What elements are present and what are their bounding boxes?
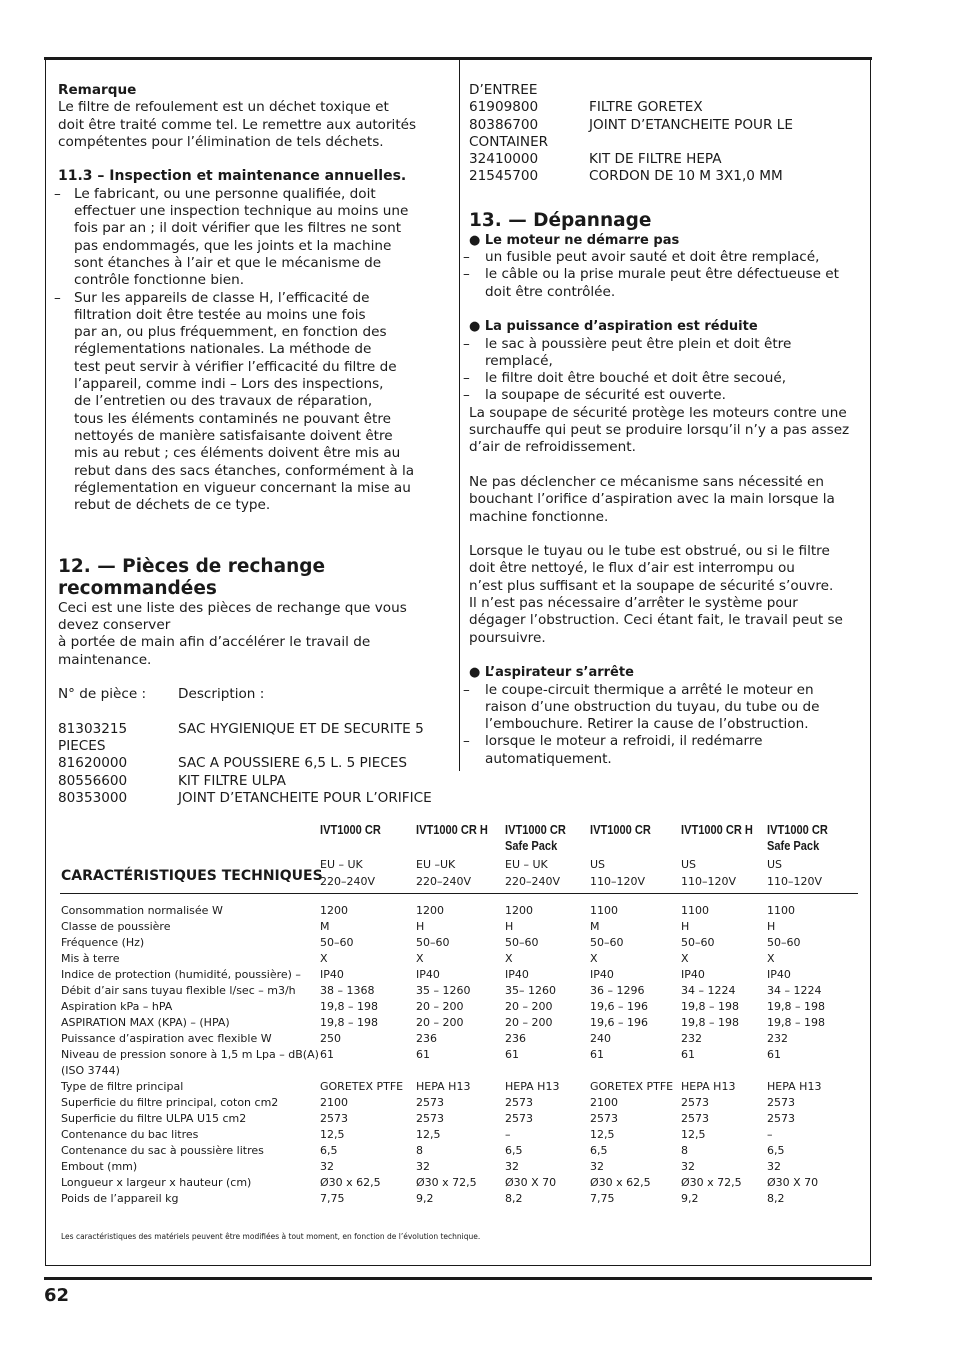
list-item	[469, 266, 865, 301]
section-13-title: 13. — Dépannage	[469, 209, 652, 231]
list-item-line: – la soupape de sécurité est ouverte.	[485, 387, 726, 404]
part-description: KIT FILTRE ULPA	[178, 772, 286, 789]
tech-value: 2573	[767, 1112, 795, 1125]
part-row	[469, 151, 865, 168]
list-item-line: – le câble ou la prise murale peut être défectueuse et	[485, 266, 839, 283]
tech-value: 7,75	[320, 1192, 345, 1205]
tech-column-region	[590, 857, 645, 890]
tech-label: Poids de l’appareil kg	[61, 1192, 179, 1205]
list-item-line: tous les éléments contaminés ne pouvant être	[74, 410, 391, 427]
tech-value: 2100	[590, 1096, 618, 1109]
tech-value: 34 – 1224	[767, 984, 822, 997]
remarque-body	[58, 99, 454, 151]
tech-label: Contenance du sac à poussière litres	[61, 1144, 264, 1157]
list-item-line: – le sac à poussière peut être plein et doit être	[485, 335, 792, 352]
part-number: PIECES	[58, 738, 106, 755]
section-12-body	[58, 600, 454, 669]
part-row	[469, 117, 865, 134]
part-number: 80556600	[58, 772, 128, 789]
paragraph-line: dégager l’obstruction. Ceci étant fait, le travail peut se	[469, 612, 843, 629]
part-number: 61909800	[469, 99, 539, 116]
tech-column-region	[416, 857, 471, 890]
tech-value: X	[505, 952, 513, 965]
tech-value-column	[590, 903, 680, 1207]
tech-label: Type de filtre principal	[61, 1080, 184, 1093]
obstruction-paragraph	[469, 543, 865, 647]
tech-label: Superficie du filtre ULPA U15 cm2	[61, 1112, 247, 1125]
parts-header	[58, 686, 454, 703]
part-row	[58, 721, 454, 738]
tech-value: 8,2	[767, 1192, 785, 1205]
tech-value: Ø30 x 62,5	[590, 1176, 651, 1189]
part-number: CONTAINER	[469, 133, 549, 150]
list-item-line: réglementation en vigueur concernant la mise au	[74, 479, 411, 496]
part-description	[589, 134, 865, 151]
tech-label: Fréquence (Hz)	[61, 936, 145, 949]
tech-value: 19,8 – 198	[681, 1000, 739, 1013]
tech-column-head	[505, 822, 566, 854]
tech-value: IP40	[505, 968, 529, 981]
tech-value: 2100	[320, 1096, 348, 1109]
paragraph-line: machine fonctionne.	[469, 508, 609, 525]
part-row	[469, 82, 865, 99]
list-item	[469, 682, 865, 734]
tech-column-head-line	[590, 838, 651, 854]
list-item-line: effectuer une inspection technique au moins une	[74, 203, 409, 220]
tech-value: 50–60	[320, 936, 354, 949]
tech-value: 20 – 200	[416, 1000, 464, 1013]
tech-column-head-line	[320, 838, 381, 854]
column-divider	[459, 60, 460, 771]
paragraph-line: La soupape de sécurité protège les moteurs contre une	[469, 404, 847, 421]
tech-label: Puissance d’aspiration avec flexible W	[61, 1032, 272, 1045]
part-row	[58, 738, 454, 755]
list-item-line: automatiquement.	[485, 750, 612, 767]
part-row	[58, 773, 454, 790]
tech-label: Contenance du bac litres	[61, 1128, 199, 1141]
tech-value: 236	[505, 1032, 526, 1045]
motor-not-starting-list	[469, 249, 865, 301]
tech-value-column	[416, 903, 506, 1207]
tech-value	[767, 1063, 857, 1079]
tech-value: Ø30 x 72,5	[416, 1176, 477, 1189]
tech-value: 236	[416, 1032, 437, 1045]
list-item-line: de l’entretien ou des travaux de réparation,	[74, 393, 373, 410]
part-number: D’ENTREE	[469, 82, 538, 98]
part-row	[469, 99, 865, 116]
tech-column-region	[767, 857, 822, 890]
tech-column-region-line: 220–240V	[320, 874, 376, 888]
paragraph-line: Lorsque le tuyau ou le tube est obstrué, ou si le filtre	[469, 543, 830, 560]
tech-column-region-line: US	[767, 858, 783, 871]
tech-label: Embout (mm)	[61, 1160, 138, 1173]
tech-column-head	[320, 822, 381, 854]
tech-value: 20 – 200	[505, 1016, 553, 1029]
tech-value: 6,5	[590, 1144, 608, 1157]
tech-label: Indice de protection (humidité, poussière) –	[61, 968, 301, 981]
tech-value: 7,75	[590, 1192, 615, 1205]
parts-list-continued	[469, 82, 865, 186]
tech-column-region	[320, 857, 375, 890]
tech-value: 19,8 – 198	[320, 1000, 378, 1013]
tech-value: 50–60	[681, 936, 715, 949]
tech-value: HEPA H13	[505, 1080, 560, 1093]
tech-column-head-line: IVT1000 CR H	[416, 822, 488, 837]
tech-column-head	[767, 822, 828, 854]
warning-paragraph	[469, 474, 865, 526]
part-description	[178, 738, 454, 755]
tech-value: 9,2	[416, 1192, 434, 1205]
parts-header-number: N° de pièce :	[58, 686, 147, 703]
paragraph-line: d’air de refroidissement.	[469, 439, 636, 456]
paragraph-line: poursuivre.	[469, 629, 546, 646]
tech-value: H	[681, 920, 690, 933]
tech-value: 2573	[767, 1096, 795, 1109]
tech-value: 1100	[767, 904, 795, 917]
part-number: 80386700	[469, 116, 539, 133]
part-description: SAC HYGIENIQUE ET DE SECURITE 5	[178, 720, 424, 737]
paragraph-line: n’est plus suffisant et la soupape de sécurité s’ouvre.	[469, 577, 834, 594]
tech-column-region-line: 220–240V	[505, 874, 561, 888]
tech-value: 12,5	[590, 1128, 615, 1141]
tech-value: 2573	[416, 1112, 444, 1125]
tech-value: 61	[767, 1048, 781, 1061]
list-item	[58, 186, 454, 290]
tech-value: 19,6 – 196	[590, 1000, 648, 1013]
tech-label: Classe de poussière	[61, 920, 171, 933]
tech-value	[681, 1063, 771, 1079]
tech-title: CARACTÉRISTIQUES TECHNIQUES	[61, 868, 323, 884]
section-12-line: à portée de main afin d’accélérer le travail de	[58, 634, 371, 651]
section-12-title: 12. — Pièces de rechange recommandées	[58, 555, 326, 599]
safety-valve-paragraph	[469, 405, 865, 457]
tech-value: 20 – 200	[505, 1000, 553, 1013]
tech-value: 8,2	[505, 1192, 523, 1205]
tech-column-head-line: IVT1000 CR	[320, 822, 381, 837]
part-description: KIT DE FILTRE HEPA	[589, 151, 722, 168]
tech-header-rule	[60, 893, 858, 894]
paragraph-line: surchauffe qui peut se produire lorsqu’il n’y a pas assez	[469, 422, 850, 439]
tech-value: 50–60	[767, 936, 801, 949]
tech-label: Longueur x largeur x hauteur (cm)	[61, 1176, 252, 1189]
tech-value: 32	[767, 1160, 781, 1173]
bullet-vacuum-stops: ● L’aspirateur s’arrête	[469, 665, 634, 681]
list-item-line: sont étanches à l’air et que le mécanisme de	[74, 254, 382, 271]
section-12-line: maintenance.	[58, 651, 152, 668]
tech-value: 19,8 – 198	[681, 1016, 739, 1029]
tech-label: Mis à terre	[61, 952, 120, 965]
tech-value: 2573	[681, 1096, 709, 1109]
tech-column-region-line: EU –UK	[416, 858, 456, 871]
remarque-title: Remarque	[58, 82, 137, 98]
tech-value: 50–60	[505, 936, 539, 949]
tech-value: 34 – 1224	[681, 984, 736, 997]
paragraph-line: Ne pas déclencher ce mécanisme sans nécessité en	[469, 473, 824, 490]
tech-value: X	[320, 952, 328, 965]
part-description: FILTRE GORETEX	[589, 99, 703, 116]
bottom-rule	[44, 1277, 872, 1280]
tech-value: –	[767, 1128, 773, 1141]
paragraph-line: doit être nettoyé, le flux d’air est interrompu ou	[469, 560, 795, 577]
tech-value: 250	[320, 1032, 341, 1045]
tech-value-column	[320, 903, 410, 1207]
list-item-line: rebut de déchets de ce type.	[74, 497, 271, 514]
tech-value: 19,8 – 198	[767, 1000, 825, 1013]
tech-column-head-line	[416, 838, 488, 854]
tech-column-region-line: EU – UK	[505, 858, 548, 871]
tech-value: 2573	[590, 1112, 618, 1125]
tech-value: 240	[590, 1032, 611, 1045]
tech-value: Ø30 x 62,5	[320, 1176, 381, 1189]
tech-value: GORETEX PTFE	[320, 1080, 404, 1093]
tech-column-head	[590, 822, 651, 854]
list-item-line: – le filtre doit être bouché et doit être secoué,	[485, 370, 787, 387]
tech-value	[590, 1063, 680, 1079]
list-item-line: – lorsque le moteur a refroidi, il redémarre	[485, 733, 763, 750]
tech-value: 50–60	[590, 936, 624, 949]
tech-value: 50–60	[416, 936, 450, 949]
list-item-line: l’embouchure. Retirer la cause de l’obstruction.	[485, 716, 809, 733]
tech-value-column	[681, 903, 771, 1207]
tech-column-region	[681, 857, 736, 890]
list-item-line: – Sur les appareils de classe H, l’efficacité de	[74, 289, 370, 306]
list-item	[58, 290, 454, 515]
list-item	[469, 733, 865, 768]
tech-label: Consommation normalisée W	[61, 904, 223, 917]
tech-value: IP40	[681, 968, 705, 981]
tech-value-column	[767, 903, 857, 1207]
tech-value: H	[505, 920, 514, 933]
tech-column-head	[416, 822, 488, 854]
tech-value: 6,5	[505, 1144, 523, 1157]
part-description	[589, 82, 865, 99]
tech-value: GORETEX PTFE	[590, 1080, 674, 1093]
section-12-line: Ceci est une liste des pièces de rechange que vous	[58, 599, 407, 616]
tech-value: 32	[416, 1160, 430, 1173]
list-item-line: doit être contrôlée.	[485, 283, 616, 300]
tech-value: Ø30 X 70	[505, 1176, 557, 1189]
list-item	[469, 249, 865, 266]
tech-column-head-line: IVT1000 CR	[767, 822, 828, 837]
tech-value: 12,5	[320, 1128, 345, 1141]
tech-value: 35– 1260	[505, 984, 556, 997]
tech-value: 61	[681, 1048, 695, 1061]
tech-label: Débit d’air sans tuyau flexible l/sec – m3/h	[61, 984, 296, 997]
remarque-line: compétentes pour l’élimination de tels déchets.	[58, 133, 384, 150]
list-item-line: – Le fabricant, ou une personne qualifiée, doit	[74, 185, 376, 202]
remarque-line: doit être traité comme tel. Le remettre aux autorités	[58, 116, 417, 133]
tech-value: 35 – 1260	[416, 984, 471, 997]
list-item-line: pas endommagés, que les joints et la machine	[74, 237, 392, 254]
part-row	[469, 168, 865, 185]
right-column	[469, 82, 865, 768]
section-12-line: devez conserver	[58, 617, 171, 634]
tech-footnote: Les caractéristiques des matériels peuvent être modifiées à tout moment, en fonction de l’évolution technique.	[61, 1232, 481, 1241]
tech-label: Aspiration kPa – hPA	[61, 1000, 173, 1013]
part-description: CORDON DE 10 M 3X1,0 MM	[589, 168, 783, 185]
list-item-line: – le coupe-circuit thermique a arrêté le moteur en	[485, 681, 814, 698]
tech-value: HEPA H13	[681, 1080, 736, 1093]
tech-column-head-line	[681, 838, 753, 854]
part-number: 32410000	[469, 151, 539, 168]
tech-value: 1100	[681, 904, 709, 917]
tech-value: H	[767, 920, 776, 933]
tech-value: 8	[681, 1144, 688, 1157]
tech-value: 32	[320, 1160, 334, 1173]
list-item-line: nettoyés de manière satisfaisante doivent être	[74, 427, 393, 444]
tech-value: 1200	[416, 904, 444, 917]
tech-value: 8	[416, 1144, 423, 1157]
tech-value: HEPA H13	[767, 1080, 822, 1093]
tech-value: M	[320, 920, 330, 933]
tech-value: 19,8 – 198	[320, 1016, 378, 1029]
list-item-line: filtration doit être testée au moins une fois	[74, 306, 366, 323]
part-row	[469, 134, 865, 151]
vacuum-stops-list	[469, 682, 865, 768]
section-11-3-title: 11.3 – Inspection et maintenance annuelles.	[58, 168, 407, 185]
reduced-suction-list	[469, 336, 865, 405]
list-item-line: l’appareil, comme indi – Lors des inspections,	[74, 376, 384, 393]
paragraph-line: bouchant l’orifice d’aspiration avec la main lorsque la	[469, 491, 835, 508]
list-item-line: remplacé,	[485, 352, 553, 369]
tech-value: 32	[681, 1160, 695, 1173]
tech-column-region-line: 110–120V	[590, 874, 646, 888]
tech-value: 61	[505, 1048, 519, 1061]
tech-value: 19,8 – 198	[767, 1016, 825, 1029]
tech-value: 9,2	[681, 1192, 699, 1205]
tech-value: 19,6 – 196	[590, 1016, 648, 1029]
page-number: 62	[44, 1285, 70, 1306]
list-item-line: fois par an ; il doit vérifier que les filtres ne sont	[74, 220, 402, 237]
tech-value: 32	[590, 1160, 604, 1173]
list-item-line: contrôle fonctionne bien.	[74, 272, 245, 289]
tech-value: –	[505, 1128, 511, 1141]
tech-value: IP40	[416, 968, 440, 981]
tech-column-region-line: EU – UK	[320, 858, 363, 871]
part-row	[58, 790, 454, 807]
list-item-line: mis au rebut ; ces éléments doivent être mis au	[74, 445, 401, 462]
tech-value: 2573	[505, 1112, 533, 1125]
tech-value: 2573	[505, 1096, 533, 1109]
tech-value: 2573	[416, 1096, 444, 1109]
tech-label: (ISO 3744)	[61, 1064, 120, 1077]
list-item-line: raison d’une obstruction du tuyau, du tube ou de	[485, 698, 820, 715]
part-description: JOINT D’ETANCHEITE POUR LE	[589, 116, 793, 133]
tech-value: X	[681, 952, 689, 965]
tech-value: HEPA H13	[416, 1080, 471, 1093]
parts-header-description: Description :	[178, 686, 265, 703]
tech-column-region-line: US	[590, 858, 606, 871]
list-item-line: par an, ou plus fréquemment, en fonction des	[74, 324, 387, 341]
bullet-reduced-suction: ● La puissance d’aspiration est réduite	[469, 319, 758, 335]
list-item-line: test peut servir à vérifier l’efficacité du filtre de	[74, 358, 397, 375]
tech-value: 6,5	[320, 1144, 338, 1157]
tech-value: 36 – 1296	[590, 984, 645, 997]
tech-value: IP40	[767, 968, 791, 981]
remarque-line: Le filtre de refoulement est un déchet toxique et	[58, 99, 389, 116]
paragraph-line: Il n’est pas nécessaire d’arrêter le système pour	[469, 595, 798, 612]
tech-value	[416, 1063, 506, 1079]
tech-value: 38 – 1368	[320, 984, 375, 997]
list-item	[469, 336, 865, 371]
tech-value: 2573	[320, 1112, 348, 1125]
tech-value	[320, 1063, 410, 1079]
bullet-motor-not-starting: ● Le moteur ne démarre pas	[469, 232, 680, 248]
section-11-3-list	[58, 186, 454, 515]
tech-value: 12,5	[681, 1128, 706, 1141]
tech-value: 2573	[681, 1112, 709, 1125]
tech-value: X	[590, 952, 598, 965]
tech-value: IP40	[590, 968, 614, 981]
part-number: 80353000	[58, 789, 128, 806]
tech-value: H	[416, 920, 425, 933]
tech-value: 1200	[505, 904, 533, 917]
tech-value: Ø30 X 70	[767, 1176, 819, 1189]
part-row	[58, 755, 454, 772]
tech-column-head	[681, 822, 753, 854]
tech-label: Niveau de pression sonore à 1,5 m Lpa – dB(A)	[61, 1048, 319, 1061]
tech-value: 12,5	[416, 1128, 441, 1141]
tech-value: 232	[767, 1032, 788, 1045]
tech-value: 61	[590, 1048, 604, 1061]
tech-column-region-line: 220–240V	[416, 874, 472, 888]
tech-value: M	[590, 920, 600, 933]
tech-value-column	[505, 903, 595, 1207]
list-item-line: – un fusible peut avoir sauté et doit être remplacé,	[485, 249, 820, 266]
left-column	[58, 82, 454, 807]
tech-value: Ø30 x 72,5	[681, 1176, 742, 1189]
list-item	[469, 387, 865, 404]
tech-value: 1100	[590, 904, 618, 917]
part-number: 81620000	[58, 755, 128, 772]
tech-column-region-line: 110–120V	[681, 874, 737, 888]
tech-value: 232	[681, 1032, 702, 1045]
tech-column-head-line: IVT1000 CR	[590, 822, 651, 837]
tech-column-head-line: Safe Pack	[505, 838, 558, 853]
tech-column-region-line: US	[681, 858, 697, 871]
tech-value: 1200	[320, 904, 348, 917]
tech-column-head-line: IVT1000 CR	[505, 822, 566, 837]
tech-column-head-line: IVT1000 CR H	[681, 822, 753, 837]
list-item	[469, 370, 865, 387]
tech-column-head-line: Safe Pack	[767, 838, 820, 853]
part-description: JOINT D’ETANCHEITE POUR L’ORIFICE	[178, 789, 432, 806]
tech-value: X	[767, 952, 775, 965]
tech-value: 20 – 200	[416, 1016, 464, 1029]
tech-value: 32	[505, 1160, 519, 1173]
part-number: 81303215	[58, 720, 128, 737]
part-description: SAC A POUSSIERE 6,5 L. 5 PIECES	[178, 755, 408, 772]
tech-value	[505, 1063, 595, 1079]
list-item-line: rebut dans des sacs étanches, conformément à la	[74, 462, 415, 479]
tech-value: 6,5	[767, 1144, 785, 1157]
tech-label: Superficie du filtre principal, coton cm2	[61, 1096, 279, 1109]
tech-value: IP40	[320, 968, 344, 981]
part-number: 21545700	[469, 168, 539, 185]
tech-label: ASPIRATION MAX (KPA) – (HPA)	[61, 1016, 230, 1029]
tech-column-region-line: 110–120V	[767, 874, 823, 888]
tech-column-region	[505, 857, 560, 890]
parts-list	[58, 721, 454, 807]
tech-value: 61	[320, 1048, 334, 1061]
tech-value: X	[416, 952, 424, 965]
tech-value: 61	[416, 1048, 430, 1061]
list-item-line: réglementations nationales. La méthode de	[74, 341, 372, 358]
tech-labels	[61, 903, 319, 1207]
